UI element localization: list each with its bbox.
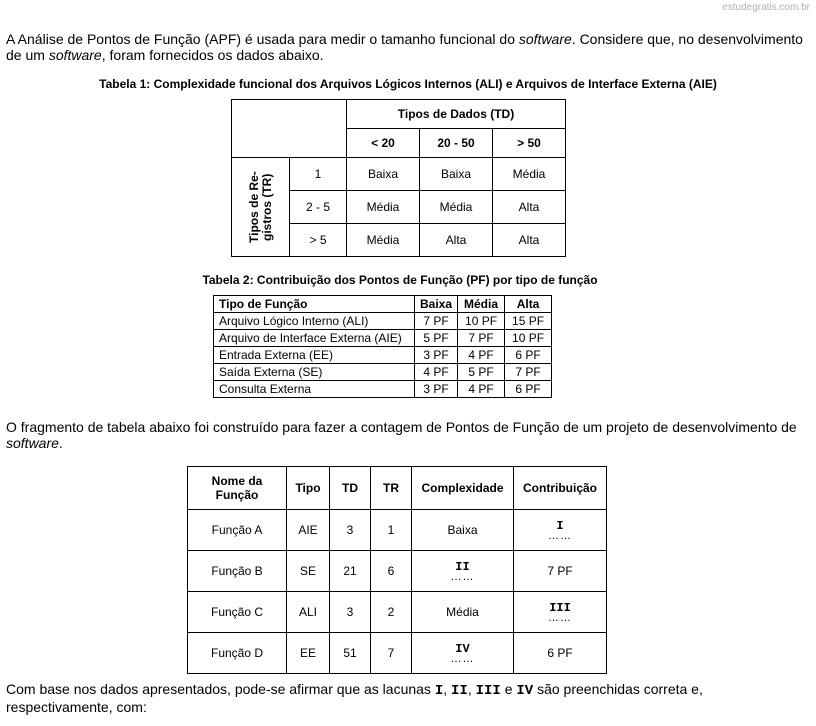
t2-cell: 3 PF bbox=[415, 381, 458, 398]
intro-em-2: software bbox=[48, 47, 102, 63]
t2-cell: 4 PF bbox=[415, 364, 458, 381]
t2-cell: 10 PF bbox=[458, 313, 505, 330]
table2-caption: Tabela 2: Contribuição dos Pontos de Função (PF) por tipo de função bbox=[202, 273, 598, 287]
td-header: Tipos de Dados (TD) bbox=[347, 100, 566, 129]
count-table bbox=[187, 466, 607, 674]
t2-cell: Arquivo de Interface Externa (AIE) bbox=[214, 330, 415, 347]
table-row bbox=[214, 381, 552, 398]
intro-paragraph bbox=[6, 31, 806, 63]
intro-text-2: . Considere que, no desenvolvimento de um bbox=[6, 31, 803, 63]
middle-end: . bbox=[58, 435, 63, 451]
t2-cell: 3 PF bbox=[415, 347, 458, 364]
middle-paragraph bbox=[6, 419, 806, 451]
t3-cell: ALI bbox=[287, 592, 330, 633]
t3-cell: Média bbox=[412, 592, 514, 633]
table-row bbox=[188, 592, 607, 633]
t2-cell: 7 PF bbox=[505, 364, 552, 381]
tr-value: 1 bbox=[290, 158, 347, 191]
empty-corner bbox=[232, 100, 347, 158]
gap-ref: II bbox=[451, 683, 468, 699]
t3-header: Nome da Função bbox=[188, 467, 287, 510]
t3-cell: 3 bbox=[330, 592, 371, 633]
t3-cell: Função C bbox=[188, 592, 287, 633]
gap-dots: …… bbox=[548, 529, 572, 542]
t3-cell: Função A bbox=[188, 510, 287, 551]
gap-dots: …… bbox=[548, 611, 572, 624]
t3-cell: Função B bbox=[188, 551, 287, 592]
t3-cell: Função D bbox=[188, 633, 287, 674]
complexity-cell: Baixa bbox=[420, 158, 493, 191]
t3-cell: 7 PF bbox=[514, 551, 607, 592]
t2-cell: 15 PF bbox=[505, 313, 552, 330]
t3-header: Contribuição bbox=[514, 467, 607, 510]
t3-cell: 1 bbox=[371, 510, 412, 551]
gap-cell bbox=[412, 633, 514, 674]
table-row bbox=[214, 313, 552, 330]
complexity-cell: Média bbox=[347, 191, 420, 224]
t2-cell: Entrada Externa (EE) bbox=[214, 347, 415, 364]
t3-header: Tipo bbox=[287, 467, 330, 510]
gap-cell bbox=[412, 551, 514, 592]
table-row bbox=[214, 364, 552, 381]
t3-header: Complexidade bbox=[412, 467, 514, 510]
sep: , bbox=[467, 681, 476, 697]
gap-label: I bbox=[556, 518, 564, 533]
complexity-cell: Média bbox=[420, 191, 493, 224]
t2-cell: 5 PF bbox=[415, 330, 458, 347]
table-row bbox=[188, 633, 607, 674]
t2-cell: 7 PF bbox=[415, 313, 458, 330]
tr-header: Tipos de Re-gistros (TR) bbox=[246, 171, 274, 243]
question-text-1: Com base nos dados apresentados, pode-se afirmar que as lacunas bbox=[6, 681, 435, 697]
sep: , bbox=[443, 681, 451, 697]
t2-cell: 4 PF bbox=[458, 381, 505, 398]
t2-cell: 10 PF bbox=[505, 330, 552, 347]
complexity-cell: Média bbox=[493, 158, 566, 191]
middle-em: software bbox=[6, 435, 59, 451]
gap-dots: …… bbox=[450, 652, 475, 665]
sep: e bbox=[500, 681, 517, 697]
t3-cell: 21 bbox=[330, 551, 371, 592]
t3-cell: 7 bbox=[371, 633, 412, 674]
complexity-cell: Alta bbox=[493, 224, 566, 257]
complexity-table bbox=[231, 99, 566, 257]
middle-text: O fragmento de tabela abaixo foi construído para fazer a contagem de Pontos de Função de um projeto de desenvolvimento de bbox=[6, 419, 797, 435]
gap-cell bbox=[514, 592, 607, 633]
intro-em-1: software bbox=[518, 31, 572, 47]
t2-header: Tipo de Função bbox=[214, 296, 415, 313]
tr-header-cell bbox=[232, 158, 290, 257]
table1-caption: Tabela 1: Complexidade funcional dos Arquivos Lógicos Internos (ALI) e Arquivos de Interface Externa (AIE) bbox=[99, 77, 717, 91]
table-row bbox=[214, 347, 552, 364]
t2-cell: 5 PF bbox=[458, 364, 505, 381]
t3-cell: AIE bbox=[287, 510, 330, 551]
complexity-cell: Média bbox=[347, 224, 420, 257]
t2-cell: 7 PF bbox=[458, 330, 505, 347]
question-text-2: são preenchidas correta e, respectivamente, com: bbox=[6, 681, 703, 715]
complexity-cell: Baixa bbox=[347, 158, 420, 191]
t3-cell: 51 bbox=[330, 633, 371, 674]
gap-label: II bbox=[455, 559, 470, 574]
tr-value: 2 - 5 bbox=[290, 191, 347, 224]
gap-label: III bbox=[549, 600, 571, 615]
td-col: < 20 bbox=[347, 129, 420, 158]
complexity-cell: Alta bbox=[420, 224, 493, 257]
t3-cell: 6 bbox=[371, 551, 412, 592]
gap-ref: I bbox=[434, 683, 444, 699]
t3-header: TD bbox=[330, 467, 371, 510]
t3-cell: Baixa bbox=[412, 510, 514, 551]
t2-cell: Arquivo Lógico Interno (ALI) bbox=[214, 313, 415, 330]
tr-value: > 5 bbox=[290, 224, 347, 257]
gap-ref: IV bbox=[516, 683, 534, 699]
watermark: estudegratis.com.br bbox=[722, 2, 810, 13]
gap-ref: III bbox=[475, 683, 501, 699]
t2-cell: 4 PF bbox=[458, 347, 505, 364]
intro-text-3: , foram fornecidos os dados abaixo. bbox=[101, 47, 324, 63]
gap-label: IV bbox=[455, 641, 470, 656]
t2-header: Alta bbox=[505, 296, 552, 313]
t2-cell: 6 PF bbox=[505, 381, 552, 398]
t3-cell: 3 bbox=[330, 510, 371, 551]
complexity-cell: Alta bbox=[493, 191, 566, 224]
t2-header: Média bbox=[458, 296, 505, 313]
table-row bbox=[214, 330, 552, 347]
intro-text-1: A Análise de Pontos de Função (APF) é usada para medir o tamanho funcional do bbox=[6, 31, 519, 47]
t3-header: TR bbox=[371, 467, 412, 510]
t2-cell: 6 PF bbox=[505, 347, 552, 364]
t2-cell: Consulta Externa bbox=[214, 381, 415, 398]
contribution-table bbox=[213, 295, 552, 398]
gap-cell bbox=[514, 510, 607, 551]
td-col: 20 - 50 bbox=[420, 129, 493, 158]
t2-header: Baixa bbox=[415, 296, 458, 313]
table-row bbox=[188, 510, 607, 551]
t3-cell: 6 PF bbox=[514, 633, 607, 674]
question-paragraph bbox=[6, 681, 806, 715]
t2-cell: Saída Externa (SE) bbox=[214, 364, 415, 381]
t3-cell: 2 bbox=[371, 592, 412, 633]
t3-cell: EE bbox=[287, 633, 330, 674]
td-col: > 50 bbox=[493, 129, 566, 158]
t3-cell: SE bbox=[287, 551, 330, 592]
table-row bbox=[188, 551, 607, 592]
gap-dots: …… bbox=[450, 570, 475, 583]
